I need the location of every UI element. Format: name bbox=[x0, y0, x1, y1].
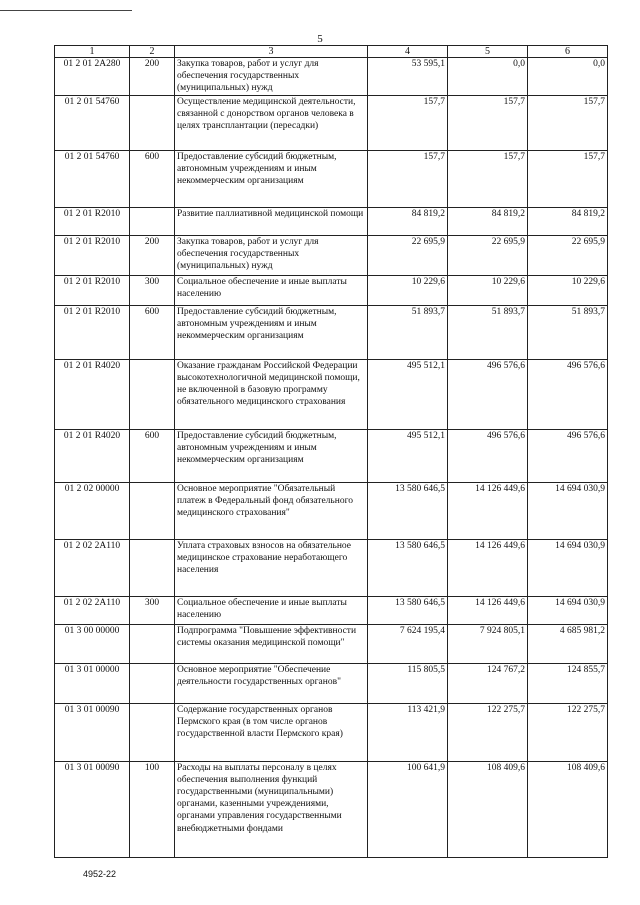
row-name: Расходы на выплаты персоналу в целях обеспечения выполнения функций государственными (муниципальными) органами, казенными учреждениями, органами управления государственными внебюджетными фондами bbox=[175, 761, 368, 857]
row-expense-type bbox=[130, 624, 175, 663]
row-code: 01 2 01 54760 bbox=[55, 95, 130, 150]
table-row bbox=[55, 58, 608, 96]
row-value-col6: 84 819,2 bbox=[528, 207, 608, 235]
row-value-col5: 84 819,2 bbox=[448, 207, 528, 235]
row-code: 01 2 01 R2010 bbox=[55, 275, 130, 305]
row-value-col4: 13 580 646,5 bbox=[368, 539, 448, 596]
row-value-col4: 13 580 646,5 bbox=[368, 482, 448, 539]
row-value-col5: 124 767,2 bbox=[448, 663, 528, 703]
row-name: Основное мероприятие "Обязательный платеж в Федеральный фонд обязательного медицинского страхования" bbox=[175, 482, 368, 539]
table-row bbox=[55, 624, 608, 663]
column-header: 2 bbox=[130, 46, 175, 58]
row-value-col5: 14 126 449,6 bbox=[448, 539, 528, 596]
row-name: Предоставление субсидий бюджетным, автономным учреждениям и иным некоммерческим организациям bbox=[175, 305, 368, 359]
row-value-col6: 4 685 981,2 bbox=[528, 624, 608, 663]
table-row bbox=[55, 539, 608, 596]
row-value-col4: 157,7 bbox=[368, 150, 448, 207]
column-header: 5 bbox=[448, 46, 528, 58]
row-value-col5: 22 695,9 bbox=[448, 235, 528, 275]
row-value-col4: 53 595,1 bbox=[368, 58, 448, 96]
row-value-col4: 7 624 195,4 bbox=[368, 624, 448, 663]
row-code: 01 2 02 2А110 bbox=[55, 539, 130, 596]
row-code: 01 2 01 R4020 bbox=[55, 359, 130, 429]
row-expense-type: 200 bbox=[130, 58, 175, 96]
row-expense-type: 600 bbox=[130, 305, 175, 359]
row-value-col4: 51 893,7 bbox=[368, 305, 448, 359]
page-number: 5 bbox=[317, 33, 323, 45]
header-row bbox=[55, 46, 608, 58]
row-value-col6: 0,0 bbox=[528, 58, 608, 96]
table-row bbox=[55, 703, 608, 761]
row-value-col6: 10 229,6 bbox=[528, 275, 608, 305]
row-value-col5: 496 576,6 bbox=[448, 359, 528, 429]
row-value-col5: 10 229,6 bbox=[448, 275, 528, 305]
row-code: 01 2 01 2А280 bbox=[55, 58, 130, 96]
row-expense-type bbox=[130, 539, 175, 596]
row-value-col5: 14 126 449,6 bbox=[448, 482, 528, 539]
row-name: Социальное обеспечение и иные выплаты населению bbox=[175, 275, 368, 305]
table-row bbox=[55, 305, 608, 359]
row-code: 01 3 01 00090 bbox=[55, 761, 130, 857]
row-value-col6: 14 694 030,9 bbox=[528, 596, 608, 624]
column-header: 1 bbox=[55, 46, 130, 58]
row-expense-type: 300 bbox=[130, 275, 175, 305]
row-value-col5: 0,0 bbox=[448, 58, 528, 96]
row-value-col4: 100 641,9 bbox=[368, 761, 448, 857]
row-name: Закупка товаров, работ и услуг для обеспечения государственных (муниципальных) нужд bbox=[175, 235, 368, 275]
row-value-col5: 496 576,6 bbox=[448, 429, 528, 482]
column-header: 4 bbox=[368, 46, 448, 58]
row-value-col5: 122 275,7 bbox=[448, 703, 528, 761]
row-value-col5: 7 924 805,1 bbox=[448, 624, 528, 663]
row-expense-type bbox=[130, 359, 175, 429]
column-header: 3 bbox=[175, 46, 368, 58]
row-value-col6: 108 409,6 bbox=[528, 761, 608, 857]
column-header: 6 bbox=[528, 46, 608, 58]
row-code: 01 2 01 R4020 bbox=[55, 429, 130, 482]
row-value-col4: 10 229,6 bbox=[368, 275, 448, 305]
row-code: 01 2 02 00000 bbox=[55, 482, 130, 539]
table-row bbox=[55, 95, 608, 150]
row-expense-type: 600 bbox=[130, 150, 175, 207]
row-code: 01 2 01 R2010 bbox=[55, 235, 130, 275]
row-code: 01 3 00 00000 bbox=[55, 624, 130, 663]
table-row bbox=[55, 482, 608, 539]
row-code: 01 3 01 00000 bbox=[55, 663, 130, 703]
row-value-col5: 51 893,7 bbox=[448, 305, 528, 359]
row-value-col4: 13 580 646,5 bbox=[368, 596, 448, 624]
row-value-col4: 495 512,1 bbox=[368, 359, 448, 429]
row-name: Предоставление субсидий бюджетным, автономным учреждениям и иным некоммерческим организациям bbox=[175, 429, 368, 482]
row-expense-type bbox=[130, 703, 175, 761]
table-row bbox=[55, 663, 608, 703]
row-value-col4: 22 695,9 bbox=[368, 235, 448, 275]
table-row bbox=[55, 150, 608, 207]
row-expense-type: 100 bbox=[130, 761, 175, 857]
row-value-col6: 496 576,6 bbox=[528, 359, 608, 429]
table-row bbox=[55, 761, 608, 857]
row-value-col5: 14 126 449,6 bbox=[448, 596, 528, 624]
row-value-col6: 14 694 030,9 bbox=[528, 482, 608, 539]
corner-line bbox=[0, 10, 132, 11]
table-row bbox=[55, 275, 608, 305]
table-row bbox=[55, 207, 608, 235]
row-code: 01 2 01 R2010 bbox=[55, 305, 130, 359]
row-expense-type bbox=[130, 482, 175, 539]
row-value-col6: 51 893,7 bbox=[528, 305, 608, 359]
document-code: 4952-22 bbox=[83, 869, 117, 879]
row-value-col6: 122 275,7 bbox=[528, 703, 608, 761]
row-name: Развитие паллиативной медицинской помощи bbox=[175, 207, 368, 235]
row-value-col6: 157,7 bbox=[528, 95, 608, 150]
row-name: Подпрограмма "Повышение эффективности системы оказания медицинской помощи" bbox=[175, 624, 368, 663]
row-value-col6: 124 855,7 bbox=[528, 663, 608, 703]
row-value-col5: 157,7 bbox=[448, 95, 528, 150]
row-name: Социальное обеспечение и иные выплаты населению bbox=[175, 596, 368, 624]
row-name: Основное мероприятие "Обеспечение деятельности государственных органов" bbox=[175, 663, 368, 703]
row-code: 01 2 01 R2010 bbox=[55, 207, 130, 235]
row-expense-type: 200 bbox=[130, 235, 175, 275]
row-name: Содержание государственных органов Пермского края (в том числе органов государственной власти Пермского края) bbox=[175, 703, 368, 761]
row-value-col5: 157,7 bbox=[448, 150, 528, 207]
row-expense-type: 300 bbox=[130, 596, 175, 624]
row-value-col4: 495 512,1 bbox=[368, 429, 448, 482]
table-row bbox=[55, 235, 608, 275]
row-name: Оказание гражданам Российской Федерации высокотехнологичной медицинской помощи, не включенной в базовую программу обязательного медицинского страхования bbox=[175, 359, 368, 429]
budget-table bbox=[54, 45, 608, 858]
row-value-col6: 496 576,6 bbox=[528, 429, 608, 482]
row-name: Предоставление субсидий бюджетным, автономным учреждениям и иным некоммерческим организациям bbox=[175, 150, 368, 207]
row-expense-type: 600 bbox=[130, 429, 175, 482]
row-expense-type bbox=[130, 207, 175, 235]
row-value-col4: 84 819,2 bbox=[368, 207, 448, 235]
row-value-col4: 113 421,9 bbox=[368, 703, 448, 761]
row-code: 01 2 02 2А110 bbox=[55, 596, 130, 624]
row-name: Закупка товаров, работ и услуг для обеспечения государственных (муниципальных) нужд bbox=[175, 58, 368, 96]
row-expense-type bbox=[130, 95, 175, 150]
row-value-col6: 14 694 030,9 bbox=[528, 539, 608, 596]
row-name: Осуществление медицинской деятельности, связанной с донорством органов человека в целях трансплантации (пересадки) bbox=[175, 95, 368, 150]
row-value-col6: 22 695,9 bbox=[528, 235, 608, 275]
row-code: 01 2 01 54760 bbox=[55, 150, 130, 207]
table-row bbox=[55, 359, 608, 429]
row-value-col4: 115 805,5 bbox=[368, 663, 448, 703]
table-row bbox=[55, 429, 608, 482]
row-value-col4: 157,7 bbox=[368, 95, 448, 150]
row-value-col5: 108 409,6 bbox=[448, 761, 528, 857]
row-name: Уплата страховых взносов на обязательное медицинское страхование неработающего населения bbox=[175, 539, 368, 596]
row-code: 01 3 01 00090 bbox=[55, 703, 130, 761]
row-expense-type bbox=[130, 663, 175, 703]
row-value-col6: 157,7 bbox=[528, 150, 608, 207]
table-row bbox=[55, 596, 608, 624]
